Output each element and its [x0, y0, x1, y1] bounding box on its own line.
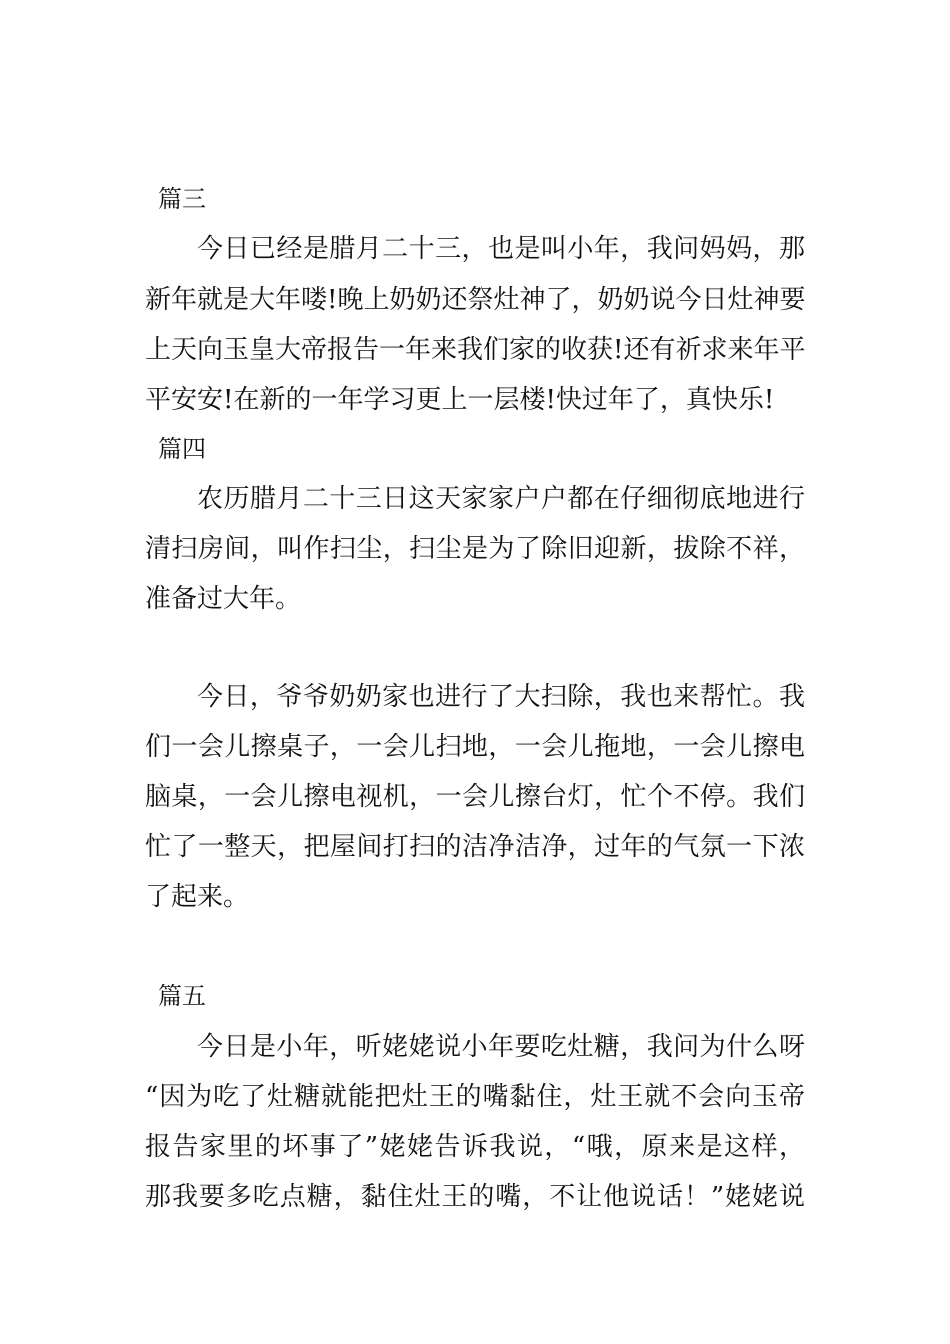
section-heading: 篇五 [158, 982, 206, 1010]
paragraph-line: 那我要多吃点糖，黏住灶王的嘴，不让他说话！”姥姥说 [145, 1182, 805, 1212]
paragraph-line: 脑桌，一会儿擦电视机，一会儿擦台灯，忙个不停。我们 [145, 782, 805, 812]
paragraph-line: 清扫房间，叫作扫尘，扫尘是为了除旧迎新，拔除不祥， [145, 534, 805, 564]
paragraph-line: “因为吃了灶糖就能把灶王的嘴黏住，灶王就不会向玉帝 [145, 1082, 805, 1112]
paragraph-line: 今日已经是腊月二十三，也是叫小年，我问妈妈，那 [197, 234, 805, 264]
paragraph-line: 忙了一整天，把屋间打扫的洁净洁净，过年的气氛一下浓 [145, 832, 805, 862]
paragraph-line: 平安安!在新的一年学习更上一层楼!快过年了，真快乐! [145, 385, 775, 415]
section-heading: 篇三 [158, 185, 206, 213]
paragraph-line: 报告家里的坏事了”姥姥告诉我说，“哦，原来是这样， [145, 1132, 805, 1162]
paragraph-line: 新年就是大年喽!晚上奶奶还祭灶神了，奶奶说今日灶神要 [145, 285, 806, 315]
section-heading: 篇四 [158, 435, 206, 463]
paragraph-line: 农历腊月二十三日这天家家户户都在仔细彻底地进行 [197, 484, 805, 514]
paragraph-line: 准备过大年。 [145, 584, 302, 614]
paragraph-line: 今日，爷爷奶奶家也进行了大扫除，我也来帮忙。我 [197, 682, 805, 712]
paragraph-line: 今日是小年，听姥姥说小年要吃灶糖，我问为什么呀 [197, 1032, 805, 1062]
paragraph-line: 们一会儿擦桌子，一会儿扫地，一会儿拖地，一会儿擦电 [145, 732, 805, 762]
paragraph-line: 上天向玉皇大帝报告一年来我们家的收获!还有祈求来年平 [145, 335, 806, 365]
paragraph-line: 了起来。 [145, 882, 250, 912]
